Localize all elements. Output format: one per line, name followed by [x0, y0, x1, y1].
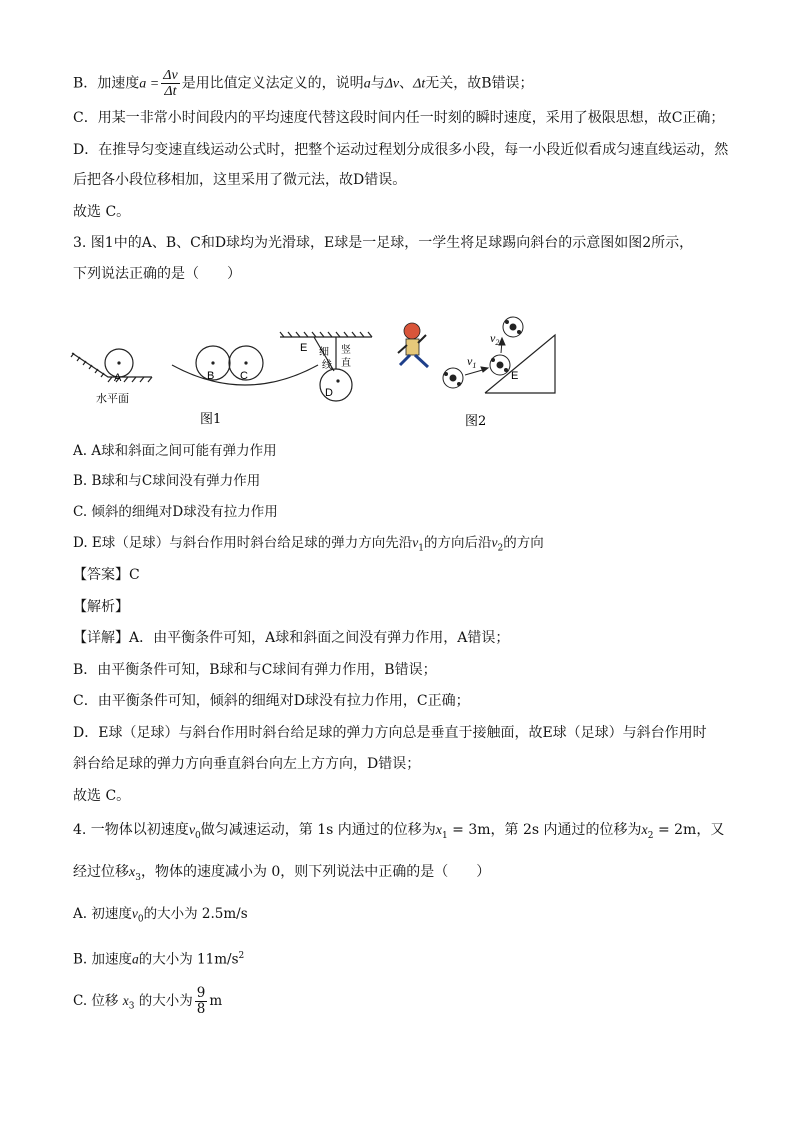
label-v1: [467, 354, 476, 370]
label-v1-sub: 1: [472, 361, 477, 370]
q4-opt-c-x: x: [122, 993, 129, 1008]
q4-option-c: [73, 986, 222, 1017]
b-eq: a =: [139, 76, 160, 92]
q4-l2-b: ，物体的速度减小为 0，则下列说法中正确的是（ ）: [140, 864, 491, 880]
q3-choose: 故选 C。: [73, 788, 131, 804]
q4-v0-sub: 0: [195, 830, 201, 841]
q4-opt-a-a: A. 初速度: [73, 906, 132, 922]
q3-analysis-label: 【解析】: [73, 599, 129, 615]
b-end: 无关，故B错误；: [425, 75, 534, 92]
question-4-line2: [73, 862, 490, 888]
label-vertical-2: 直: [341, 358, 351, 369]
ball-b-center-dot: [211, 361, 214, 364]
question-3-line2: 下列说法正确的是（ ）: [73, 266, 241, 282]
q3-option-d-end: 的方向: [503, 535, 544, 551]
q4-l1-a: 4. 一物体以初速度: [73, 822, 189, 838]
nine-eighths-fraction: [195, 986, 208, 1017]
label-e-rope: E: [300, 342, 308, 354]
question-3-line1: 3. 图1中的A、B、C和D球均为光滑球，E球是一足球，一学生将足球踢向斜台的示意图如图2所示，: [73, 235, 694, 251]
fraction-numerator-9: 9: [196, 985, 206, 1001]
explanation-d-line1: D．在推导匀变速直线运动公式时，把整个运动过程划分成很多小段，每一小段近似看成匀速直线运动，然: [73, 142, 729, 158]
q4-option-b: [73, 946, 244, 970]
q3-option-d: [73, 533, 544, 559]
q4-x1-val: = 3m: [447, 822, 491, 838]
q4-x1-sub: 1: [441, 830, 448, 841]
q4-opt-c-a: C. 位移: [73, 993, 123, 1009]
q4-l1-d: ，又: [696, 822, 725, 838]
q4-opt-b-var: a: [132, 951, 139, 967]
ball-d-center-dot: [336, 379, 339, 382]
explanation-b-line: [73, 68, 534, 99]
q4-opt-c-unit: m: [209, 993, 223, 1009]
b-a: a: [363, 76, 371, 92]
label-v1-symbol: v: [467, 354, 473, 368]
soccer-ball-1: [443, 368, 463, 388]
b-dv: Δv: [384, 76, 400, 92]
b-suffix: 是用比值定义法定义的，说明: [181, 75, 364, 92]
q4-opt-b-b: 的大小为 11m/s: [138, 951, 239, 968]
q4-x2: x: [641, 823, 648, 838]
answer-value: C: [129, 567, 140, 583]
q3-option-d-v2-sub: 2: [497, 543, 504, 554]
q3-option-d-v2: v: [491, 535, 498, 550]
fig1-ball-a-group: [71, 349, 152, 382]
b-sep: 、: [399, 75, 414, 92]
student-figure: [398, 323, 428, 367]
label-ball-b: B: [207, 370, 215, 382]
q4-x2-val: = 2m: [653, 822, 697, 838]
label-ground: 水平面: [96, 392, 129, 405]
q4-l1-b: 做匀减速运动，第 1s 内通过的位移为: [200, 822, 436, 838]
fig2-caption: 图2: [465, 414, 487, 429]
fig1-caption: 图1: [200, 412, 222, 427]
q3-detail-a: [73, 628, 509, 648]
label-v2-sub: 2: [495, 338, 500, 347]
soccer-ball-2: [490, 355, 510, 375]
q3-option-d-pre: D. E球（足球）与斜台作用时斜台给足球的弹力方向先沿: [73, 535, 413, 551]
choose-c-1: 故选 C。: [73, 204, 131, 220]
q3-detail-b: B．由平衡条件可知，B球和与C球间有弹力作用，B错误；: [73, 662, 437, 678]
label-v2: [490, 331, 499, 347]
explanation-d-line2: 后把各小段位移相加，这里采用了微元法，故D错误。: [73, 172, 407, 188]
q4-x2-sub: 2: [647, 830, 654, 841]
q4-x3: x: [129, 865, 136, 880]
q4-opt-a-v: v: [131, 906, 138, 921]
q4-opt-a-b: 的大小为 2.5m/s: [143, 906, 248, 922]
detail-label: 【详解】: [73, 630, 129, 646]
fraction-denominator-8: 8: [196, 1001, 206, 1017]
dv-dt-fraction: [161, 68, 179, 99]
label-ball-d: D: [325, 387, 333, 399]
label-vertical-1: 竖: [341, 345, 351, 356]
q4-l2-a: 经过位移: [73, 864, 129, 880]
b-dt: Δt: [413, 76, 426, 92]
q3-detail-d1: D．E球（足球）与斜台作用时斜台给足球的弹力方向总是垂直于接触面，故E球（足球）与斜台作用时: [73, 725, 707, 741]
explanation-c-line: C．用某一非常小时间段内的平均速度代替这段时间内任一时刻的瞬时速度，采用了极限思想，故C正确；: [73, 110, 725, 126]
b-with: 与: [370, 75, 385, 92]
q4-v0: v: [188, 823, 196, 838]
detail-a-text: A．由平衡条件可知，A球和斜面之间没有弹力作用，A错误；: [129, 630, 510, 646]
q4-x3-sub: 3: [135, 872, 141, 883]
q4-l1-c: ，第 2s 内通过的位移为: [490, 822, 642, 838]
q3-detail-d2: 斜台给足球的弹力方向垂直斜台向左上方方向，D错误；: [73, 756, 421, 772]
q4-option-a: [73, 904, 248, 930]
label-v2-symbol: v: [490, 331, 496, 345]
ball-a-center-dot: [117, 361, 120, 364]
fraction-numerator: Δv: [163, 68, 178, 83]
q4-opt-a-v-sub: 0: [137, 914, 144, 925]
label-rope-2: 线: [322, 360, 332, 371]
ball-c-center-dot: [244, 361, 247, 364]
fraction-denominator: Δt: [164, 84, 177, 99]
label-rope-1: 细: [319, 347, 329, 358]
q3-option-d-v1-sub: 1: [418, 543, 425, 554]
q4-opt-b-sup: 2: [238, 951, 245, 961]
q3-option-d-mid: 的方向后沿: [424, 535, 492, 551]
b-prefix: B．加速度: [73, 75, 140, 92]
q4-opt-c-x-sub: 3: [128, 1001, 135, 1012]
q4-opt-b-a: B. 加速度: [73, 951, 133, 968]
label-e-ball: E: [511, 370, 519, 382]
label-ball-c: C: [240, 370, 248, 382]
q4-opt-c-b: 的大小为: [134, 993, 193, 1009]
q3-option-c: C. 倾斜的细绳对D球没有拉力作用: [73, 504, 278, 520]
q3-answer: [73, 565, 140, 585]
q3-option-d-v1: v: [412, 535, 419, 550]
q3-option-a: A. A球和斜面之间可能有弹力作用: [73, 443, 277, 459]
q4-x1: x: [435, 823, 442, 838]
answer-label: 【答案】: [73, 567, 129, 583]
question-4-line1: [73, 820, 724, 846]
label-ball-a: A: [114, 372, 122, 384]
question-3-figure: [60, 305, 580, 430]
q3-option-b: B. B球和与C球间没有弹力作用: [73, 473, 261, 489]
soccer-ball-3: [503, 317, 523, 337]
q3-detail-c: C．由平衡条件可知，倾斜的细绳对D球没有拉力作用，C正确；: [73, 693, 470, 709]
